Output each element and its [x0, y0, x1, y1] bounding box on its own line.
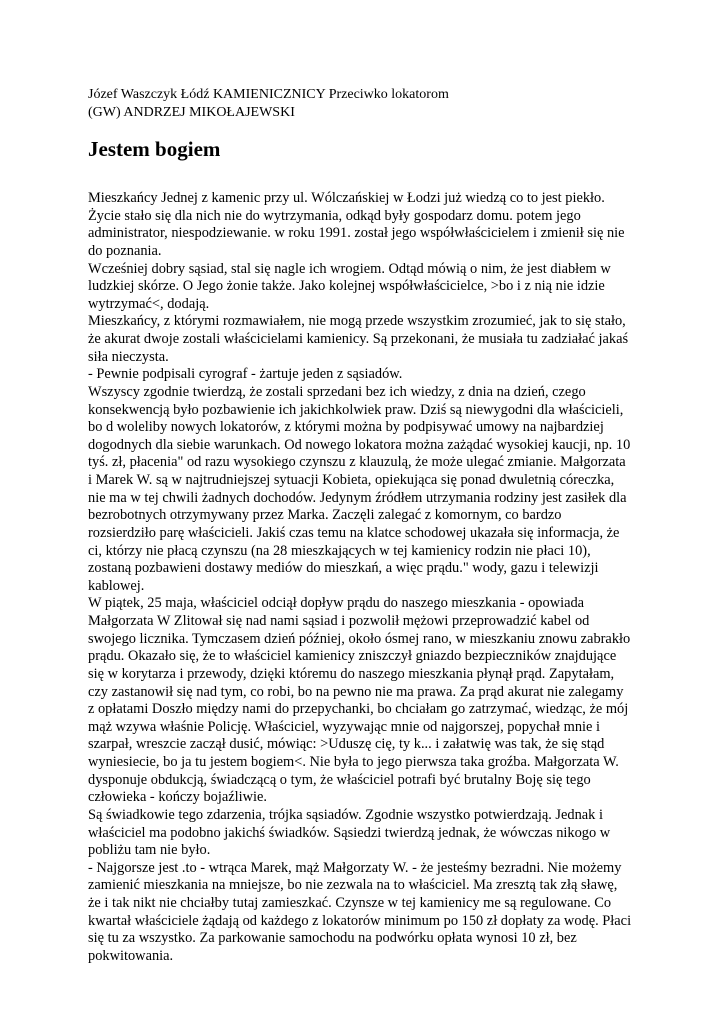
body-text-line: dogodnych dla siebie warunkach. Od nowego lokatora można zażądać wysokiej kaucji, np. 10	[88, 436, 631, 453]
body-text-line: rozsierdziło parę właścicieli. Jakiś czas temu na klatce schodowej ukazała się informacja, że	[88, 524, 620, 541]
body-text-line: Małgorzata W Zlitował się nad nami sąsiad i pozwolił mężowi przeprowadzić kabel od	[88, 613, 590, 629]
body-text-line: Mieszkańcy, z którymi rozmawiałem, nie mogą przede wszystkim zrozumieć, jak to się stało,	[88, 313, 626, 330]
body-text-line: prądu. Okazało się, że to właściciel kamienicy zniszczył gniazdo bezpieczników znajdujące	[88, 648, 617, 665]
body-text-line: W piątek, 25 maja, właściciel odciął dopływ prądu do naszego mieszkania - opowiada	[88, 595, 585, 612]
body-text-line: mąż wzywa właśnie Policję. Właściciel, wyzywając mnie od najgorszej, popychał mnie i	[88, 718, 601, 735]
body-text-line: że i tak nikt nie chciałby tutaj zamieszkać. Czynsze w tej kamienicy me są regulowane. Co	[88, 895, 612, 911]
body-text-line: konsekwencją było pozbawienie ich jakichkolwiek praw. Dziś są niewygodni dla właścicieli,	[88, 401, 624, 418]
body-text-line: pobliżu tam nie było.	[88, 842, 211, 859]
body-text-line: człowieka - kończy bojaźliwie.	[88, 789, 268, 806]
body-text-line: Życie stało się dla nich nie do wytrzymania, odkąd były gospodarz domu. potem jego	[88, 207, 581, 224]
body-text-line: administrator, niespodziewanie. w roku 1991. został jego współwłaścicielem i zmienił się nie	[88, 225, 625, 242]
body-text-line: ludzkiej skórze. O Jego żonie także. Jako kolejnej współwłaścicielce, >bo i z nią nie idzie	[88, 278, 605, 295]
body-text-line: dysponuje obdukcją, świadczącą o tym, że właściciel potrafi być brutalny Boję się tego	[88, 771, 591, 788]
article-title: Jestem bogiem	[88, 137, 221, 161]
body-text-line: zostaną pozbawieni dostawy mediów do mieszkań, a więc prądu." wody, gazu i telewizji	[88, 560, 599, 577]
body-text-line: szarpał, wreszcie zaczął dusić, mówiąc: >Uduszę cię, ty k... i załatwię was tak, że się stąd	[88, 736, 605, 753]
body-text-line: zamienić mieszkania na mniejsze, bo nie zezwala na to właściciel. Ma zresztą tak złą sławę,	[88, 877, 618, 894]
body-text-line: z opłatami Doszło między nami do przepychanki, bo chciałam go zatrzymać, wiedząc, że mój	[88, 701, 629, 718]
body-text-line: siła nieczysta.	[88, 348, 169, 365]
body-text-line: ci, którzy nie płacą czynszu (na 28 mieszkających w tej kamienicy rodzin nie płaci 10),	[88, 542, 591, 559]
body-text-line: pokwitowania.	[88, 947, 174, 964]
body-text-line: bezrobotnych otrzymywany przez Marka. Zaczęli zalegać z komornym, co bardzo	[88, 507, 562, 524]
body-text-line: czy zastanowił się nad tym, co robi, bo na pewno nie ma prawa. Za prąd akurat nie zalegamy	[88, 683, 624, 700]
body-text-line: że akurat dwoje zostali właścicielami kamienicy. Są przekonani, że musiała tu zadziałać jakaś	[88, 331, 629, 347]
body-text-line: bo d woleliby nowych lokatorów, z którymi można by podpisywać umowy na najbardziej	[88, 419, 604, 436]
body-text-line: - Najgorsze jest .to - wtrąca Marek, mąż Małgorzaty W. - że jesteśmy bezradni. Nie możemy	[88, 859, 622, 876]
body-text-line: się w korytarza i przewody, dzięki któremu do naszego mieszkania płynął prąd. Zapytałam,	[88, 665, 615, 682]
body-text-line: do poznania.	[88, 242, 162, 259]
body-text-line: nie ma w tej chwili żadnych dochodów. Jedynym źródłem utrzymania rodziny jest zasiłek dla	[88, 489, 627, 506]
body-text-line: kablowej.	[88, 577, 145, 594]
article-header	[88, 86, 449, 122]
body-text-line: swojego licznika. Tymczasem dzień później, około ósmej rano, w mieszkaniu znowu zabrakło	[88, 630, 631, 647]
byline-source-line: Józef Waszczyk Łódź KAMIENICZNICY Przeciwko lokatorom	[88, 87, 449, 102]
body-text-line: Mieszkańcy Jednej z kamenic przy ul. Wólczańskiej w Łodzi już wiedzą co to jest piekło.	[88, 190, 605, 206]
article-body	[88, 190, 648, 966]
body-text-line: Wcześniej dobry sąsiad, stal się nagle ich wrogiem. Odtąd mówią o nim, że jest diabłem w	[88, 260, 611, 277]
body-text-line: wytrzymać<, dodają.	[88, 295, 210, 312]
body-text-line: - Pewnie podpisali cyrograf - żartuje jeden z sąsiadów.	[88, 366, 403, 383]
body-text-line: właściciel ma podobno jakichś świadków. Sąsiedzi twierdzą jednak, że wówczas nikogo w	[88, 824, 611, 841]
body-text-line: kwartał właściciele żądają od każdego z lokatorów minimum po 150 zł dopłaty za wodę. Płaci	[88, 912, 632, 929]
body-text-line: Są świadkowie tego zdarzenia, trójka sąsiadów. Zgodnie wszystko potwierdzają. Jednak i	[88, 806, 603, 823]
body-text-line: tyś. zł, płacenia" od razu wysokiego czynszu z klauzulą, że może ulegać zmianie. Małgorzata	[88, 454, 626, 471]
body-text-line: i Marek W. są w najtrudniejszej sytuacji Kobieta, opiekująca się ponad dwuletnią córeczka,	[88, 472, 615, 488]
body-text-line: Wszyscy zgodnie twierdzą, że zostali sprzedani bez ich wiedzy, z dnia na dzień, czego	[88, 383, 586, 400]
body-text-line: wyniesiecie, bo ja tu jestem bogiem<. Nie była to jego pierwsza taka groźba. Małgorzata W.	[88, 754, 619, 770]
byline-author-line: (GW) ANDRZEJ MIKOŁAJEWSKI	[88, 105, 295, 120]
body-text-line: się tu za wszystko. Za parkowanie samochodu na podwórku opłata wynosi 10 zł, bez	[88, 930, 577, 947]
